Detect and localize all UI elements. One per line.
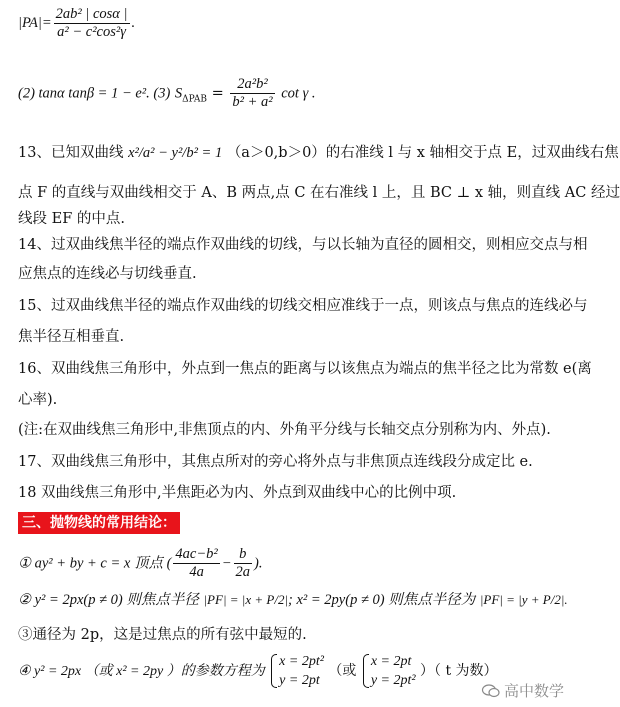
item-15-line2: 焦半径互相垂直. — [18, 329, 125, 345]
item-14-line2: 应焦点的连线必与切线垂直. — [18, 266, 197, 282]
item-14-line1: 14、过双曲线焦半径的端点作双曲线的切线，与以长轴为直径的圆相交，则相应交点与相 — [18, 237, 588, 253]
item-13-line3: 线段 EF 的中点. — [18, 211, 125, 227]
item-13-line1: 13、已知双曲线 x²/a² − y²/b² = 1 （a＞0,b＞0）的右准线 l 与 x 轴相交于点 E，过双曲线右焦 — [18, 145, 619, 161]
parabola-item-1: ① ay² + by + c = x 顶点 ( $\frac{\text{4ac−b²}}{4a}$ − $\frac{b}{2a}$ ). — [18, 546, 263, 580]
item-17: 17、双曲线焦三角形中，其焦点所对的旁心将外点与非焦顶点连线段分成定比 e. — [18, 454, 533, 470]
vertex-y-fraction: $\frac{b}{2a}$ — [235, 546, 251, 580]
pa-formula: |PA|= $\frac{\text{2ab² | cosα |}}{\text{a² − c²cos²γ}}$ . — [18, 6, 136, 40]
param-system-1: x = 2pt² y = 2pt — [269, 652, 324, 690]
vertex-x-fraction: $\frac{\text{4ac−b²}}{4a}$ — [175, 546, 218, 580]
note-line: (注:在双曲线焦三角形中,非焦顶点的内、外角平分线与长轴交点分别称为内、外点). — [18, 422, 551, 438]
item-15-line1: 15、过双曲线焦半径的端点作双曲线的切线交相应准线于一点，则该点与焦点的连线必与 — [18, 298, 588, 314]
item-16-line2: 心率). — [18, 392, 58, 408]
watermark — [482, 680, 564, 701]
item-13-line2: 点 F 的直线与双曲线相交于 A、B 两点,点 C 在右准线 l 上，且 BC ⊥ x 轴，则直线 AC 经过 — [18, 185, 620, 201]
param-system-2: x = 2pt y = 2pt² — [361, 652, 416, 690]
area-fraction: $\frac{\text{2a²b²}}{\text{b² + a²}}$ — [232, 76, 273, 110]
parabola-item-3: ③通径为 2p，这是过焦点的所有弦中最短的. — [18, 627, 307, 643]
wechat-icon — [482, 684, 500, 698]
section-heading: 三、抛物线的常用结论： — [18, 512, 180, 534]
watermark-text: 高中数学 — [503, 682, 564, 700]
section-heading-row — [18, 512, 566, 534]
parabola-item-2: ② y² = 2px(p ≠ 0) 则焦点半径 |PF| = |x + P/2|; x² = 2py(p ≠ 0) 则焦点半径为 |PF| = |y + P/2|. — [18, 592, 568, 608]
pa-fraction: $\frac{\text{2ab² | cosα |}}{\text{a² − c²cos²γ}}$ — [55, 6, 128, 40]
parabola-item-4: ④ y² = 2px （或 x² = 2py ）的参数方程为 x = 2pt² y = 2pt （或 x = 2pt y = 2pt² ）（ t 为数） — [18, 654, 498, 688]
item-18: 18 双曲线焦三角形中,半焦距必为内、外点到双曲线中心的比例中项. — [18, 485, 457, 501]
item-2-3: (2) tanα tanβ = 1 − e². (3) $S_{\Delta PAB}$ = $\frac{\text{2a²b²}}{\text{b² + a²}}$ cot γ . — [18, 76, 316, 110]
item-16-line1: 16、双曲线焦三角形中，外点到一焦点的距离与以该焦点为端点的焦半径之比为常数 e(离 — [18, 361, 592, 377]
